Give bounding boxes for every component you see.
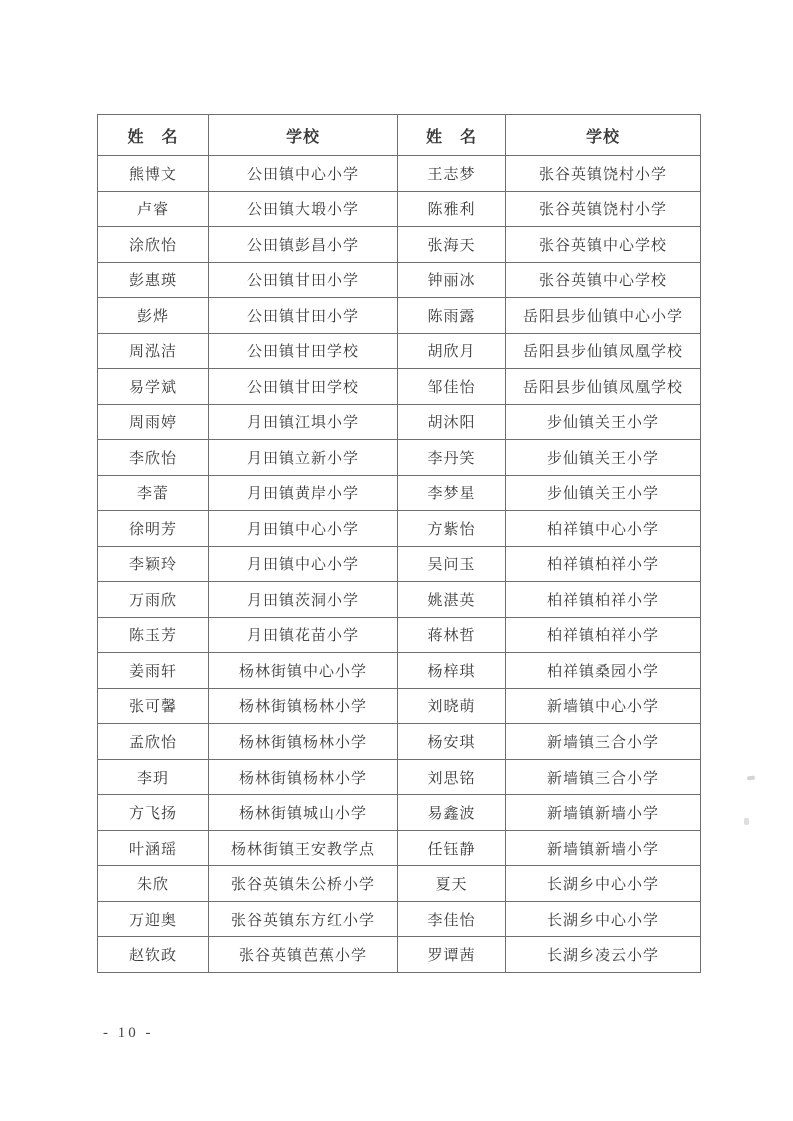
school-cell: 公田镇彭昌小学 [209, 227, 398, 263]
table-body [98, 156, 701, 973]
school-cell: 长湖乡凌云小学 [506, 937, 701, 973]
name-cell: 彭烨 [98, 298, 209, 334]
table-row [98, 475, 701, 511]
school-cell: 张谷英镇饶村小学 [506, 156, 701, 192]
name-cell: 姜雨轩 [98, 653, 209, 689]
name-cell: 周泓洁 [98, 333, 209, 369]
table-row [98, 156, 701, 192]
school-cell: 张谷英镇饶村小学 [506, 191, 701, 227]
table-row [98, 191, 701, 227]
name-cell: 张可馨 [98, 688, 209, 724]
name-cell: 徐明芳 [98, 511, 209, 547]
school-cell: 新墙镇中心小学 [506, 688, 701, 724]
school-cell: 步仙镇关王小学 [506, 404, 701, 440]
header-name-left: 姓 名 [98, 115, 209, 156]
scan-artifact [747, 775, 755, 780]
school-cell: 公田镇甘田小学 [209, 262, 398, 298]
school-cell: 张谷英镇芭蕉小学 [209, 937, 398, 973]
name-cell: 邹佳怡 [398, 369, 506, 405]
name-cell: 刘晓萌 [398, 688, 506, 724]
school-cell: 月田镇中心小学 [209, 546, 398, 582]
table-row [98, 830, 701, 866]
name-cell: 李欣怡 [98, 440, 209, 476]
name-cell: 孟欣怡 [98, 724, 209, 760]
name-cell: 赵钦政 [98, 937, 209, 973]
school-cell: 张谷英镇东方红小学 [209, 901, 398, 937]
school-cell: 杨林街镇王安教学点 [209, 830, 398, 866]
table-row [98, 653, 701, 689]
name-cell: 李丹笑 [398, 440, 506, 476]
name-cell: 李颖玲 [98, 546, 209, 582]
table-row [98, 617, 701, 653]
school-cell: 公田镇甘田小学 [209, 298, 398, 334]
header-name-right: 姓 名 [398, 115, 506, 156]
name-cell: 张海天 [398, 227, 506, 263]
school-cell: 岳阳县步仙镇凤凰学校 [506, 333, 701, 369]
school-cell: 月田镇江埧小学 [209, 404, 398, 440]
name-cell: 李蕾 [98, 475, 209, 511]
school-cell: 杨林街镇杨林小学 [209, 759, 398, 795]
header-row [98, 115, 701, 156]
table-row [98, 901, 701, 937]
school-cell: 柏祥镇柏祥小学 [506, 582, 701, 618]
name-cell: 朱欣 [98, 866, 209, 902]
name-cell: 罗谭茜 [398, 937, 506, 973]
name-cell: 姚湛英 [398, 582, 506, 618]
school-cell: 杨林街镇杨林小学 [209, 688, 398, 724]
school-cell: 月田镇茨洞小学 [209, 582, 398, 618]
name-cell: 涂欣怡 [98, 227, 209, 263]
name-cell: 李梦星 [398, 475, 506, 511]
school-cell: 杨林街镇杨林小学 [209, 724, 398, 760]
school-cell: 新墙镇新墙小学 [506, 830, 701, 866]
school-cell: 步仙镇关王小学 [506, 440, 701, 476]
school-cell: 长湖乡中心小学 [506, 866, 701, 902]
header-school-left: 学校 [209, 115, 398, 156]
table-row [98, 298, 701, 334]
school-cell: 新墙镇三合小学 [506, 724, 701, 760]
school-cell: 柏祥镇柏祥小学 [506, 546, 701, 582]
name-cell: 夏天 [398, 866, 506, 902]
name-cell: 陈雅利 [398, 191, 506, 227]
name-cell: 方紫怡 [398, 511, 506, 547]
name-cell: 周雨婷 [98, 404, 209, 440]
school-cell: 新墙镇新墙小学 [506, 795, 701, 831]
table-row [98, 759, 701, 795]
school-cell: 月田镇立新小学 [209, 440, 398, 476]
table-row [98, 511, 701, 547]
name-cell: 卢睿 [98, 191, 209, 227]
name-cell: 胡欣月 [398, 333, 506, 369]
name-cell: 万迎奥 [98, 901, 209, 937]
school-cell: 月田镇花苗小学 [209, 617, 398, 653]
table-row [98, 937, 701, 973]
school-cell: 岳阳县步仙镇凤凰学校 [506, 369, 701, 405]
table-row [98, 582, 701, 618]
school-cell: 公田镇中心小学 [209, 156, 398, 192]
name-cell: 易学斌 [98, 369, 209, 405]
name-cell: 万雨欣 [98, 582, 209, 618]
name-cell: 杨安琪 [398, 724, 506, 760]
school-cell: 新墙镇三合小学 [506, 759, 701, 795]
name-cell: 彭惠瑛 [98, 262, 209, 298]
table-row [98, 546, 701, 582]
scan-artifact [744, 818, 749, 825]
school-cell: 公田镇甘田学校 [209, 333, 398, 369]
table-row [98, 227, 701, 263]
table-row [98, 866, 701, 902]
table-row [98, 262, 701, 298]
school-cell: 张谷英镇中心学校 [506, 227, 701, 263]
table-row [98, 369, 701, 405]
school-cell: 杨林街镇中心小学 [209, 653, 398, 689]
name-cell: 杨梓琪 [398, 653, 506, 689]
name-cell: 易鑫波 [398, 795, 506, 831]
school-cell: 月田镇黄岸小学 [209, 475, 398, 511]
school-cell: 柏祥镇桑园小学 [506, 653, 701, 689]
name-cell: 胡沐阳 [398, 404, 506, 440]
school-cell: 长湖乡中心小学 [506, 901, 701, 937]
school-cell: 张谷英镇中心学校 [506, 262, 701, 298]
name-cell: 陈雨露 [398, 298, 506, 334]
school-cell: 月田镇中心小学 [209, 511, 398, 547]
table-row [98, 795, 701, 831]
name-cell: 钟丽冰 [398, 262, 506, 298]
table-row [98, 724, 701, 760]
table-row [98, 404, 701, 440]
name-cell: 熊博文 [98, 156, 209, 192]
page-number: - 10 - [103, 1025, 154, 1041]
name-cell: 李佳怡 [398, 901, 506, 937]
name-cell: 李玥 [98, 759, 209, 795]
school-cell: 岳阳县步仙镇中心小学 [506, 298, 701, 334]
name-cell: 蒋林哲 [398, 617, 506, 653]
school-cell: 步仙镇关王小学 [506, 475, 701, 511]
roster-table [97, 114, 701, 973]
name-cell: 王志梦 [398, 156, 506, 192]
name-cell: 刘思铭 [398, 759, 506, 795]
table-row [98, 333, 701, 369]
school-cell: 公田镇大塅小学 [209, 191, 398, 227]
name-cell: 陈玉芳 [98, 617, 209, 653]
school-cell: 杨林街镇城山小学 [209, 795, 398, 831]
name-cell: 吴问玉 [398, 546, 506, 582]
school-cell: 公田镇甘田学校 [209, 369, 398, 405]
name-cell: 方飞扬 [98, 795, 209, 831]
name-cell: 任钰静 [398, 830, 506, 866]
school-cell: 张谷英镇朱公桥小学 [209, 866, 398, 902]
table-row [98, 688, 701, 724]
header-school-right: 学校 [506, 115, 701, 156]
table-row [98, 440, 701, 476]
school-cell: 柏祥镇中心小学 [506, 511, 701, 547]
name-cell: 叶涵瑶 [98, 830, 209, 866]
school-cell: 柏祥镇柏祥小学 [506, 617, 701, 653]
